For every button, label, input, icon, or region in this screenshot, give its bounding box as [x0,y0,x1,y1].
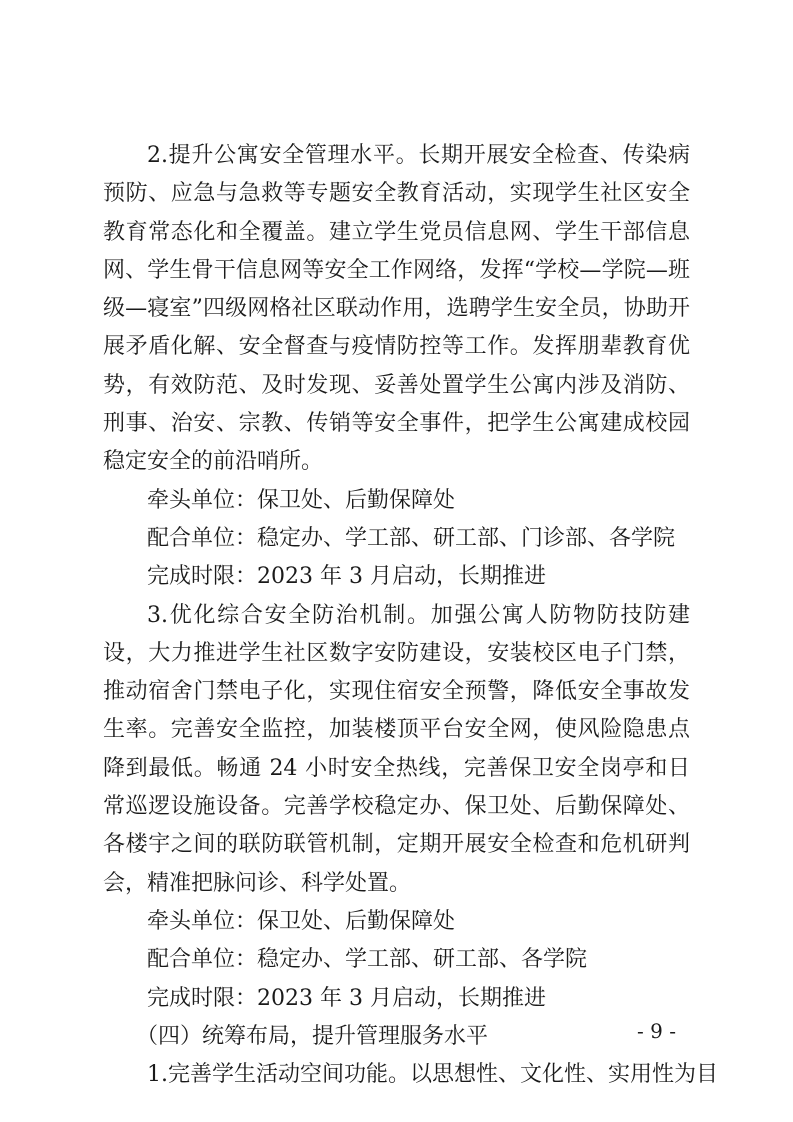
paragraph-apartment-safety: 2.提升公寓安全管理水平。长期开展安全检查、传染病预防、应急与急救等专题安全教育活动，实现学生社区安全教育常态化和全覆盖。建立学生党员信息网、学生干部信息网、学生骨干信息网等安全工作网络，发挥“学校—学院—班级—寝室”四级网格社区联动作用，选聘学生安全员，协助开展矛盾化解、安全督查与疫情防控等工作。发挥朋辈教育优势，有效防范、及时发现、妥善处置学生公寓内涉及消防、刑事、治安、宗教、传销等安全事件，把学生公寓建成校园稳定安全的前沿哨所。 [103,143,690,475]
cooperating-unit-line: 配合单位：稳定办、学工部、研工部、门诊部、各学院 [147,525,676,551]
paragraph-activity-space: 1.完善学生活动空间功能。以思想性、文化性、实用性为目 [147,1062,718,1088]
deadline-line: 完成时限：2023 年 3 月启动，长期推进 [147,985,546,1011]
lead-unit-line: 牵头单位：保卫处、后勤保障处 [147,908,456,934]
lead-unit-line: 牵头单位：保卫处、后勤保障处 [147,487,456,513]
deadline-line: 完成时限：2023 年 3 月启动，长期推进 [147,564,546,590]
document-body [103,137,718,1094]
paragraph-safety-mechanism: 3.优化综合安全防治机制。加强公寓人防物防技防建设，大力推进学生社区数字安防建设，安装校区电子门禁，推动宿舍门禁电子化，实现住宿安全预警，降低安全事故发生率。完善安全监控，加装楼顶平台安全网，使风险隐患点降到最低。畅通 24 小时安全热线，完善保卫安全岗亭和日常巡逻设施设备。完善学校稳定办、保卫处、后勤保障处、各楼宇之间的联防联管机制，定期开展安全检查和危机研判会，精准把脉问诊、科学处置。 [103,602,690,896]
page-number: - 9 - [637,1019,676,1043]
section-heading: （四）统筹布局，提升管理服务水平 [136,1023,489,1049]
cooperating-unit-line: 配合单位：稳定办、学工部、研工部、各学院 [147,947,588,973]
